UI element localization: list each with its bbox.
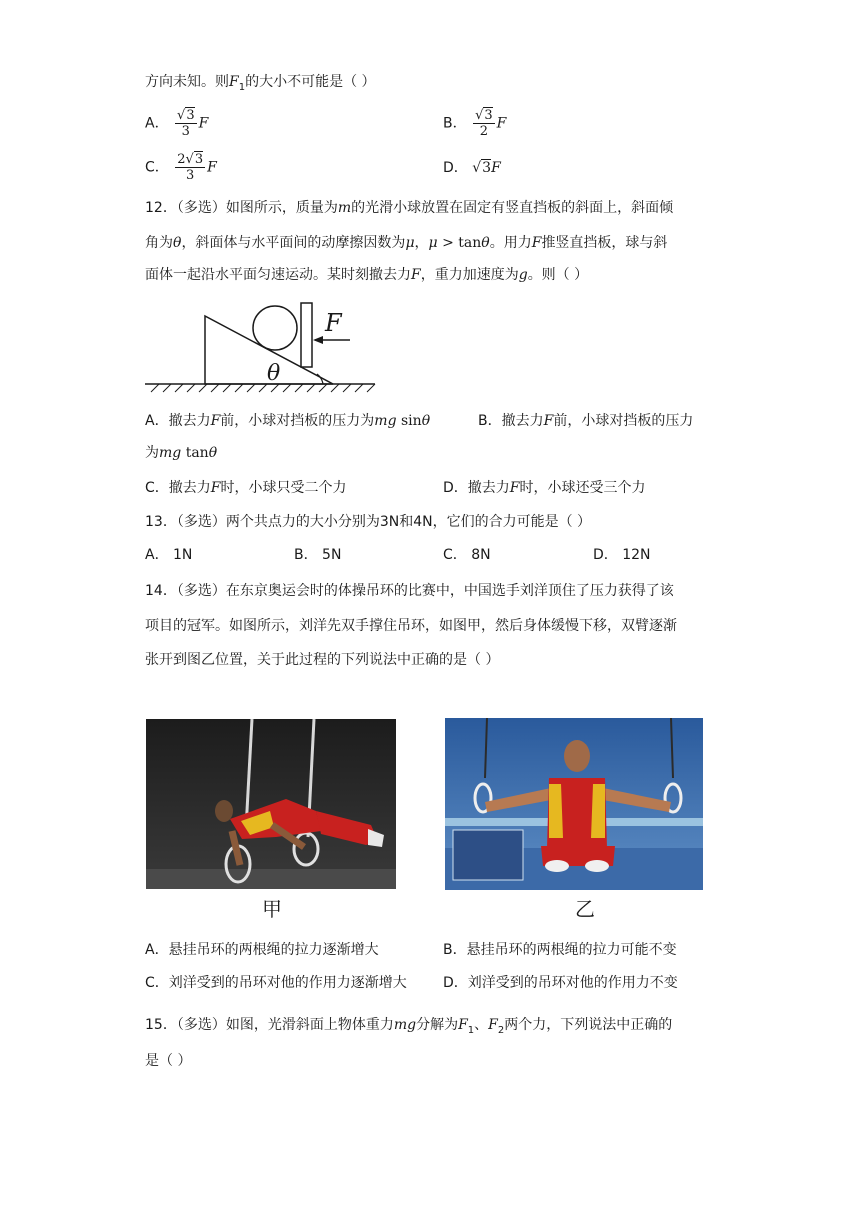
mu-symbol: μ [428, 235, 438, 251]
caption-jia: 甲 [262, 897, 282, 921]
q14-stem-line3: 张开到图乙位置，关于此过程的下列说法中正确的是（ ） [145, 652, 500, 668]
q14-option-d: D．刘洋受到的吊环对他的作用力不变 [443, 975, 678, 991]
gymnast-photo-jia [146, 719, 396, 889]
q11-option-c [145, 152, 217, 183]
q12-option-b-cont: 为mg tanθ [145, 445, 218, 461]
ball [253, 306, 297, 350]
var-f: F [198, 115, 209, 132]
q11-text: 方向未知。则 [145, 74, 229, 90]
fraction: $\frac{√3}{3}$ [177, 108, 195, 139]
q12-option-a: A．撤去力F前，小球对挡板的压力为mg sinθ [145, 413, 431, 429]
vertical-baffle [301, 303, 312, 367]
formula-mg: mg [393, 1017, 417, 1033]
q15-stem-line1: 15．（多选）如图，光滑斜面上物体重力mg分解为$F_1$、$F_2$两个力，下列说法中正确的 [145, 1017, 673, 1036]
tan-func: tan [185, 445, 209, 461]
q15-stem-line2: 是（ ） [145, 1053, 192, 1069]
var-f: F [207, 159, 217, 176]
q11-stem-tail [145, 72, 376, 98]
option-letter: C． [145, 159, 169, 176]
option-letter: A． [145, 115, 169, 132]
var-f: F [496, 115, 507, 132]
q12-option-c: C．撤去力F时，小球只受二个力 [145, 480, 347, 496]
arrow-head [313, 336, 323, 344]
q13-option-b: B． 5N [294, 547, 342, 563]
gymnast-photo-yi [445, 718, 703, 890]
q14-option-b: B．悬挂吊环的两根绳的拉力可能不变 [443, 942, 677, 958]
q11-option-b [443, 108, 506, 139]
fraction: $\frac{√3}{2}$ [475, 108, 493, 139]
q12-option-d: D．撤去力F时，小球还受三个力 [443, 480, 646, 496]
q14-option-c: C．刘洋受到的吊环对他的作用力逐渐增大 [145, 975, 407, 991]
force-symbol: F [411, 267, 421, 283]
f1-subscript: 1 [238, 81, 246, 93]
q11-option-d [443, 158, 501, 178]
mass-symbol: m [337, 200, 352, 216]
q14-option-a: A．悬挂吊环的两根绳的拉力逐渐增大 [145, 942, 379, 958]
q14-stem-line1: 14．（多选）在东京奥运会时的体操吊环的比赛中，中国选手刘洋顶住了压力获得了该 [145, 583, 674, 599]
ground-hatching [151, 384, 375, 392]
mu-symbol: μ [405, 235, 415, 251]
option-letter: B． [443, 115, 467, 132]
option-letter: D． [443, 160, 468, 176]
f1-symbol: F [229, 74, 239, 90]
theta-symbol: θ [481, 235, 490, 251]
force-label: F [325, 309, 342, 337]
q14-stem-line2: 项目的冠军。如图所示，刘洋先双手撑住吊环，如图甲，然后身体缓慢下移，双臂逐渐 [145, 618, 677, 634]
formula-mg: mg [374, 413, 397, 429]
q13-stem: 13．（多选）两个共点力的大小分别为3N和4N，它们的合力可能是（ ） [145, 514, 592, 530]
q12-stem-line1: 12．（多选）如图所示，质量为m的光滑小球放置在固定有竖直挡板的斜面上，斜面倾 [145, 200, 674, 216]
inequality: > tan [437, 235, 482, 251]
q13-option-c: C． 8N [443, 547, 491, 563]
q11-text-suffix: 的大小不可能是（ ） [245, 74, 376, 90]
q13-option-a: A． 1N [145, 547, 193, 563]
q12-option-b: B．撤去力F前，小球对挡板的压力 [478, 413, 694, 429]
gravity-symbol: g [518, 267, 528, 283]
force-symbol: F [531, 235, 542, 251]
f1-symbol: F [458, 1017, 468, 1033]
sqrt: √3 [472, 160, 492, 176]
q13-option-d: D． 12N [593, 547, 651, 563]
theta-symbol: θ [173, 235, 182, 251]
q12-stem-line3: 面体一起沿水平面匀速运动。某时刻撤去力F，重力加速度为g。则（ ） [145, 267, 589, 283]
angle-label: θ [267, 361, 281, 386]
var-f: F [491, 160, 501, 176]
f2-symbol: F [488, 1017, 498, 1033]
incline-figure [145, 298, 385, 398]
q11-option-a [145, 108, 208, 139]
caption-yi: 乙 [575, 897, 595, 921]
sin-func: sin [401, 413, 422, 429]
fraction: $\frac{2√3}{3}$ [177, 152, 204, 183]
q12-stem-line2: 角为θ，斜面体与水平面间的动摩擦因数为μ，μ > tanθ。用力F推竖直挡板，球与斜 [145, 235, 668, 251]
